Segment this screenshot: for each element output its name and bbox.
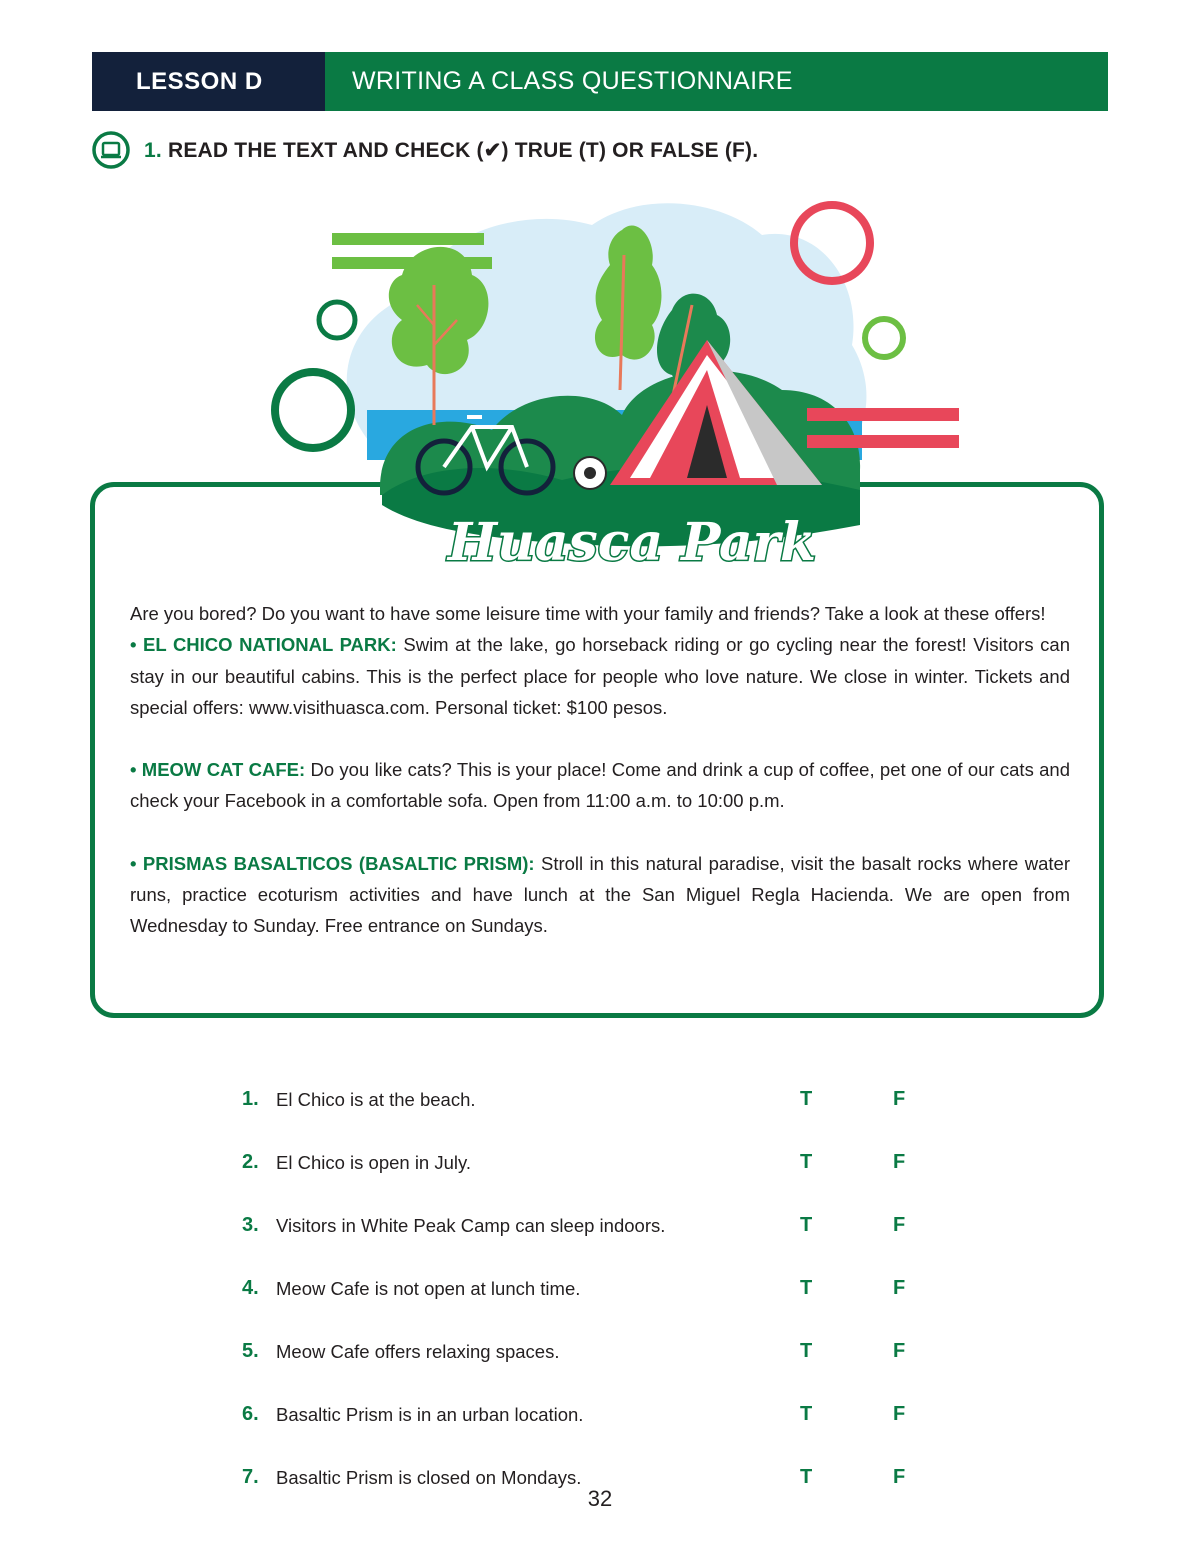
question-number: 3. bbox=[242, 1214, 259, 1236]
question-text: Visitors in White Peak Camp can sleep indoors. bbox=[276, 1214, 666, 1236]
true-option[interactable]: T bbox=[800, 1277, 813, 1299]
false-option[interactable]: F bbox=[893, 1466, 906, 1488]
park-illustration bbox=[262, 195, 967, 580]
offer-text: Swim at the lake, go horseback riding or go cycling near the forest! Visitors can stay in our beautiful cabins. This is the perfect place for people who love nature. We close in winter. Tickets and special offers: www.visithuasca.com. Personal ticket: $100 pesos. bbox=[130, 634, 1071, 718]
question-item bbox=[242, 1131, 922, 1194]
true-option[interactable]: T bbox=[800, 1151, 813, 1173]
true-option[interactable]: T bbox=[800, 1340, 813, 1362]
question-item bbox=[242, 1068, 922, 1131]
question-text: Basaltic Prism is closed on Mondays. bbox=[276, 1466, 582, 1488]
question-number: 5. bbox=[242, 1340, 259, 1362]
soccer-ball-icon bbox=[574, 457, 606, 489]
offer-meow-cafe bbox=[130, 754, 1070, 817]
question-number: 6. bbox=[242, 1403, 259, 1425]
offer-name: • PRISMAS BASALTICOS (BASALTIC PRISM): bbox=[130, 852, 535, 874]
offer-text: Do you like cats? This is your place! Come and drink a cup of coffee, pet one of our cats and check your Facebook in a comfortable sofa. Open from 11:00 a.m. to 10:00 p.m. bbox=[130, 759, 1070, 812]
lesson-label: LESSON D bbox=[92, 52, 325, 111]
checkmark-icon: ✔ bbox=[483, 138, 502, 162]
question-text: El Chico is open in July. bbox=[276, 1151, 472, 1173]
instruction-text bbox=[144, 138, 758, 163]
question-item bbox=[242, 1320, 922, 1383]
true-option[interactable]: T bbox=[800, 1466, 813, 1488]
question-item bbox=[242, 1383, 922, 1446]
reading-text bbox=[130, 598, 1070, 942]
question-item bbox=[242, 1257, 922, 1320]
offer-el-chico bbox=[130, 629, 1070, 723]
offer-basaltic-prism bbox=[130, 848, 1070, 942]
true-option[interactable]: T bbox=[800, 1214, 813, 1236]
instruction-text-after: ) TRUE (T) OR FALSE (F). bbox=[501, 138, 759, 162]
false-option[interactable]: F bbox=[893, 1214, 906, 1236]
lesson-title: WRITING A CLASS QUESTIONNAIRE bbox=[325, 52, 1108, 111]
false-option[interactable]: F bbox=[893, 1277, 906, 1299]
instruction-number: 1. bbox=[144, 138, 162, 162]
question-text: El Chico is at the beach. bbox=[276, 1088, 476, 1110]
question-number: 7. bbox=[242, 1466, 259, 1488]
reading-intro: Are you bored? Do you want to have some leisure time with your family and friends? Take a look at these offers! bbox=[130, 603, 1046, 624]
false-option[interactable]: F bbox=[893, 1340, 906, 1362]
question-number: 1. bbox=[242, 1088, 259, 1110]
question-number: 4. bbox=[242, 1277, 259, 1299]
instruction bbox=[92, 131, 758, 169]
question-list bbox=[242, 1068, 922, 1509]
true-option[interactable]: T bbox=[800, 1403, 813, 1425]
instruction-text-before: READ THE TEXT AND CHECK ( bbox=[167, 138, 484, 162]
question-number: 2. bbox=[242, 1151, 259, 1173]
lesson-header bbox=[92, 52, 1108, 111]
question-item bbox=[242, 1194, 922, 1257]
false-option[interactable]: F bbox=[893, 1088, 906, 1110]
false-option[interactable]: F bbox=[893, 1403, 906, 1425]
book-icon bbox=[92, 131, 130, 169]
question-text: Meow Cafe is not open at lunch time. bbox=[276, 1277, 581, 1299]
false-option[interactable]: F bbox=[893, 1151, 906, 1173]
question-text: Meow Cafe offers relaxing spaces. bbox=[276, 1340, 560, 1362]
illustration-title: Huasca Park bbox=[447, 512, 817, 573]
offer-text: Stroll in this natural paradise, visit the basalt rocks where water runs, practice ecoturism activities and have lunch at the San Miguel Regla Hacienda. We are open from Wednesday to Sunday. Free entrance on Sundays. bbox=[130, 852, 1070, 937]
offer-name: • EL CHICO NATIONAL PARK: bbox=[130, 634, 397, 656]
offer-name: • MEOW CAT CAFE: bbox=[130, 759, 306, 781]
true-option[interactable]: T bbox=[800, 1088, 813, 1110]
question-text: Basaltic Prism is in an urban location. bbox=[276, 1403, 584, 1425]
page-number: 32 bbox=[587, 1486, 613, 1511]
